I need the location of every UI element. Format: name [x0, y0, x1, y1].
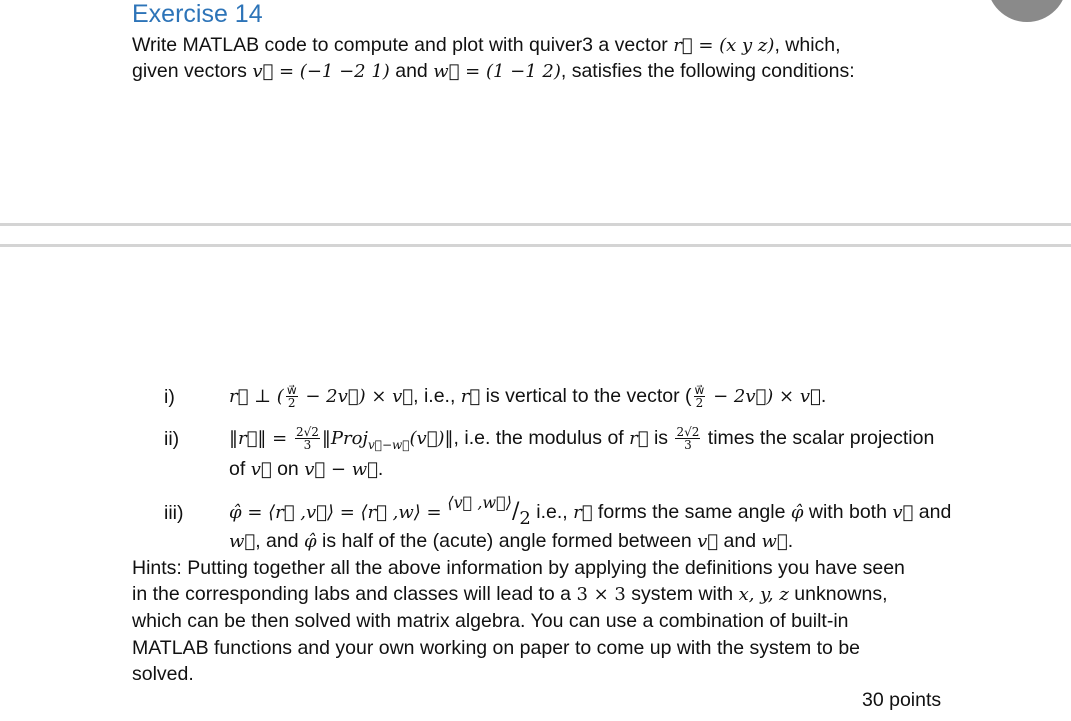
intro-line-2: given vectors v⃗ = (−1 −2 1) and w⃗ = (1 −1 2), satisfies the following conditions:: [132, 60, 855, 82]
fraction-w-over-2-repeat: $\frac{w⃗}{2}$: [694, 383, 705, 411]
v-vector-math: v⃗ = (−1 −2 1): [252, 61, 390, 82]
fraction-w-over-2: $\frac{w⃗}{2}$: [286, 383, 297, 411]
exercise-title: Exercise 14: [132, 0, 263, 28]
fraction-2sqrt2-over-3: $\frac{2√2}{3}$: [295, 425, 319, 453]
hints-line-5: solved.: [132, 663, 194, 685]
condition-label-iii: iii): [164, 502, 184, 524]
condition-iii: φ̂ = ⟨r⃗ ,v⃗⟩ = ⟨r⃗ ,w⟩ = $^{⟨v⃗ ,w⃗⟩}$/2 i.e., r⃗ forms the same angle φ̂ with both v⃗ and: [229, 493, 952, 529]
condition-iii-line-2: w⃗, and φ̂ is half of the (acute) angle formed between v⃗ and w⃗.: [229, 530, 794, 552]
r-vector-math: r⃗ = (x y z): [673, 35, 775, 56]
hints-line-1: Hints: Putting together all the above information by applying the definitions you have seen: [132, 557, 905, 579]
hints-line-3: which can be then solved with matrix algebra. You can use a combination of built-in: [132, 610, 849, 632]
condition-label-ii: ii): [164, 428, 180, 450]
hints-line-2: in the corresponding labs and classes will lead to a 3 × 3 system with x, y, z unknowns,: [132, 583, 888, 605]
condition-i: r⃗ ⊥ ( $\frac{w⃗}{2}$ − 2v⃗) × v⃗, i.e., r⃗ is vertical to the vector ( $\frac{w⃗}{2}$ − 2v⃗) × v⃗.: [229, 383, 827, 411]
intro-line-1: Write MATLAB code to compute and plot with quiver3 a vector r⃗ = (x y z), which,: [132, 34, 841, 56]
w-vector-math: w⃗ = (1 −1 2): [433, 61, 561, 82]
hints-line-4: MATLAB functions and your own working on paper to come up with the system to be: [132, 637, 861, 659]
condition-ii: ‖r⃗‖ = $\frac{2√2}{3}$ ‖Proj$_{v⃗-w⃗}$(v⃗)‖, i.e. the modulus of r⃗ is $\frac{2√2}{3}$ times the scalar projection: [229, 425, 935, 453]
points-label: 30 points: [862, 689, 942, 711]
fraction-2sqrt2-over-3-repeat: $\frac{2√2}{3}$: [676, 425, 700, 453]
condition-ii-line-2: of v⃗ on v⃗ − w⃗.: [229, 458, 384, 480]
condition-label-i: i): [164, 386, 175, 408]
